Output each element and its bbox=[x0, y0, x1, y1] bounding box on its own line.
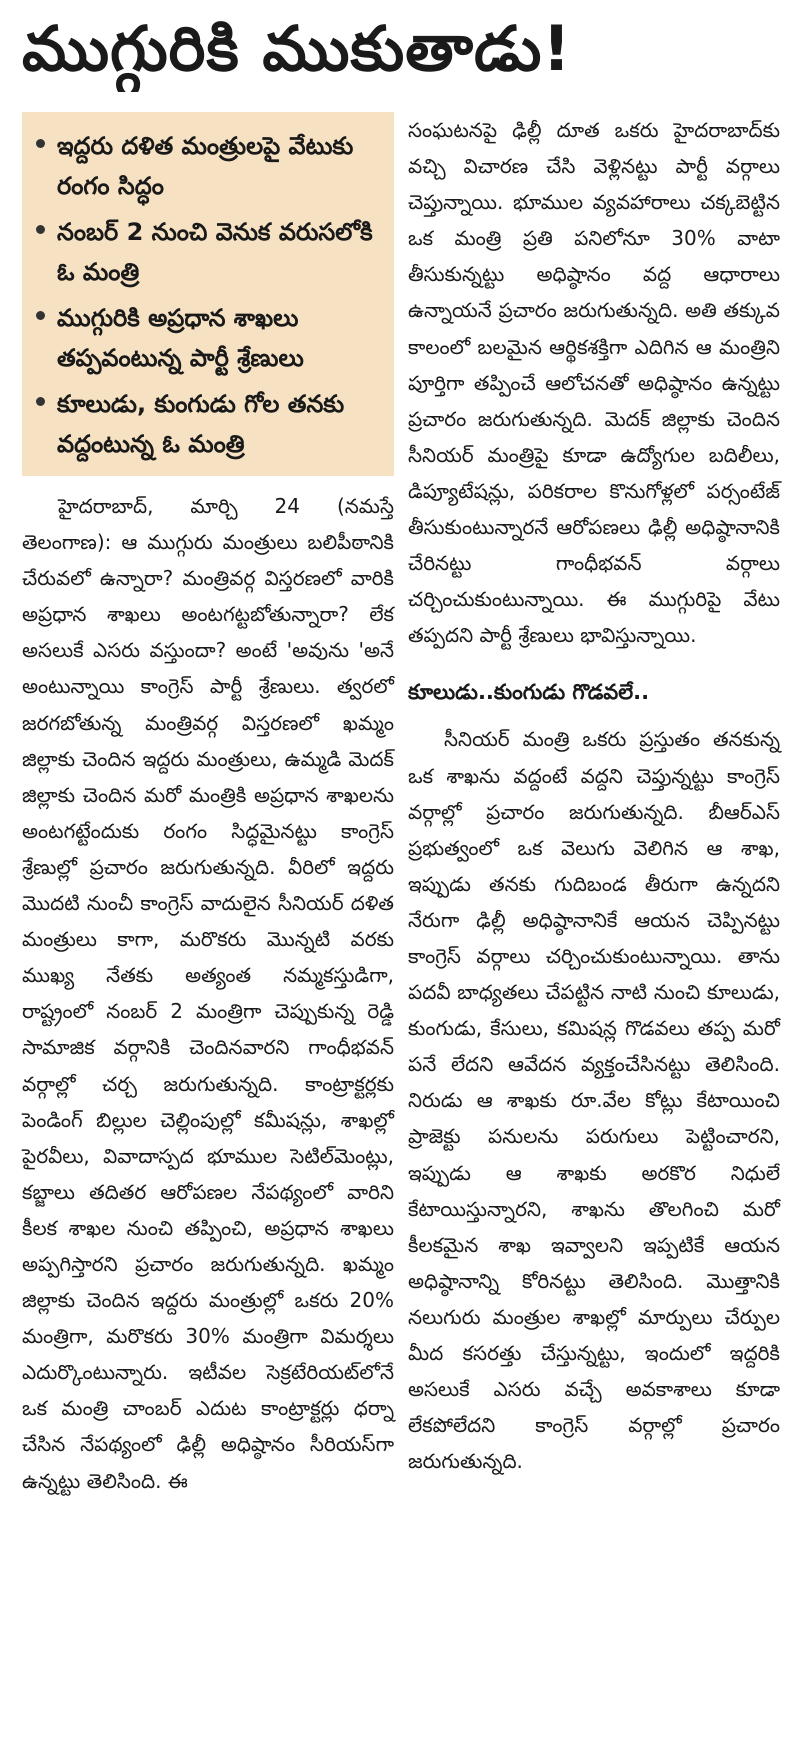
section-subheading: కూలుడు..కుంగుడు గొడవలే.. bbox=[408, 680, 650, 705]
summary-bullet bbox=[30, 384, 386, 464]
summary-point-3: ముగ్గురికి అప్రధాన శాఖలు తప్పవంటున్న పార్టీ శ్రేణులు bbox=[57, 304, 304, 372]
body-paragraph-1: హైదరాబాద్, మార్చి 24 (నమస్తే తెలంగాణ): ఆ ముగ్గురు మంత్రులు బలిపీఠానికి చేరువలో ఉన్నారా? మంత్రివర్గ విస్తరణలో వారికి అప్రధాన శాఖలు అంటగట్టబోతున్నారా? లేక అసలుకే ఎసరు వస్తుందా? అంటే 'అవును 'అనే అంటున్నాయి కాంగ్రెస్ పార్టీ శ్రేణులు. త్వరలో జరగబోతున్న మంత్రివర్గ విస్తరణలో ఖమ్మం జిల్లాకు చెందిన ఇద్దరు మంత్రులు, ఉమ్మడి మెదక్ జిల్లాకు చెందిన మరో మంత్రికి అప్రధాన శాఖలను అంటగట్టేందుకు రంగం సిద్ధమైనట్టు కాంగ్రెస్ శ్రేణుల్లో ప్రచారం జరుగుతున్నది. వీరిలో ఇద్దరు మొదటి నుంచీ కాంగ్రెస్ వాదులైన సీనియర్ దళిత మంత్రులు కాగా, మరొకరు మొన్నటి వరకు ముఖ్య నేతకు అత్యంత నమ్మకస్తుడిగా, రాష్ట్రంలో నంబర్ 2 మంత్రిగా చెప్పుకున్న రెడ్డి సామాజిక వర్గానికి చెందినవారని గాంధీభవన్ వర్గాల్లో చర్చ జరుగుతున్నది. కాంట్రాక్టర్లకు పెండింగ్ బిల్లుల చెల్లింపుల్లో కమీషన్లు, శాఖల్లో పైరవీలు, వివాదాస్పద భూముల సెటిల్‌మెంట్లు, కబ్జాలు తదితర ఆరోపణల నేపథ్యంలో వారిని కీలక శాఖల నుంచి తప్పించి, అప్రధాన శాఖలు అప్పగిస్తారని ప్రచారం జరుగుతున్నది. ఖమ్మం జిల్లాకు చెందిన ఇద్దరు మంత్రుల్లో ఒకరు 20% మంత్రిగా, మరొకరు 30% మంత్రిగా విమర్శలు ఎదుర్కొంటున్నారు. ఇటీవల సెక్రటేరియట్‌లోనే ఒక మంత్రి చాంబర్ ఎదుట కాంట్రాక్టర్లు ధర్నా చేసిన నేపథ్యంలో ఢిల్లీ అధిష్ఠానం సీరియస్‌గా ఉన్నట్టు తెలిసింది. ఈ bbox=[22, 494, 394, 1493]
summary-box bbox=[22, 112, 394, 476]
body-paragraph-2: సంఘటనపై ఢిల్లీ దూత ఒకరు హైదరాబాద్‌కు వచ్చి విచారణ చేసి వెళ్లినట్టు పార్టీ వర్గాలు చెప్తున్నాయి. భూముల వ్యవహారాలు చక్కబెట్టిన ఒక మంత్రి ప్రతి పనిలోనూ 30% వాటా తీసుకున్నట్టు అధిష్ఠానం వద్ద ఆధారాలు ఉన్నాయనే ప్రచారం జరుగుతున్నది. అతి తక్కువ కాలంలో బలమైన ఆర్థికశక్తిగా ఎదిగిన ఆ మంత్రిని పూర్తిగా తప్పించే ఆలోచనతో అధిష్ఠానం ఉన్నట్టు ప్రచారం జరుగుతున్నది. మెదక్ జిల్లాకు చెందిన సీనియర్ మంత్రిపై కూడా ఉద్యోగుల బదిలీలు, డిప్యూటేషన్లు, పరికరాల కొనుగోళ్లలో పర్సంటేజ్ తీసుకుంటున్నారనే ఆరోపణలు ఢిల్లీ అధిష్ఠానానికి చేరినట్టు గాంధీభవన్ వర్గాలు చర్చించుకుంటున్నాయి. ఈ ముగ్గురిపై వేటు తప్పదని పార్టీ శ్రేణులు భావిస్తున్నాయి. bbox=[408, 118, 780, 648]
summary-bullet bbox=[30, 298, 386, 378]
summary-point-2: నంబర్ 2 నుంచి వెనుక వరుసలోకి ఓ మంత్రి bbox=[57, 218, 373, 286]
headline: ముగ్గురికి ముకుతాడు! bbox=[22, 12, 572, 85]
summary-bullet bbox=[30, 126, 386, 206]
left-column bbox=[22, 112, 394, 1499]
bullet-dot-icon bbox=[36, 311, 45, 320]
right-column bbox=[408, 112, 780, 1479]
summary-point-4: కూలుడు, కుంగుడు గోల తనకు వద్దంటున్న ఓ మంత్రి bbox=[57, 390, 345, 458]
summary-point-1: ఇద్దరు దళిత మంత్రులపై వేటుకు రంగం సిద్ధం bbox=[57, 132, 354, 200]
bullet-dot-icon bbox=[36, 397, 45, 406]
body-paragraph-3: సీనియర్ మంత్రి ఒకరు ప్రస్తుతం తనకున్న ఒక శాఖను వద్దంటే వద్దని చెప్తున్నట్టు కాంగ్రెస్ వర్గాల్లో ప్రచారం జరుగుతున్నది. బీఆర్‌ఎస్ ప్రభుత్వంలో ఒక వెలుగు వెలిగిన ఆ శాఖ, ఇప్పుడు తనకు గుదిబండ తీరుగా ఉన్నదని నేరుగా ఢిల్లీ అధిష్ఠానానికే ఆయన చెప్పినట్టు కాంగ్రెస్ వర్గాలు చర్చించుకుంటున్నాయి. తాను పదవీ బాధ్యతలు చేపట్టిన నాటి నుంచి కూలుడు, కుంగుడు, కేసులు, కమిషన్ల గొడవలు తప్ప మరో పనే లేదని ఆవేదన వ్యక్తంచేసినట్టు తెలిసింది. నిరుడు ఆ శాఖకు రూ.వేల కోట్లు కేటాయించి ప్రాజెక్టు పనులను పరుగులు పెట్టించారని, ఇప్పుడు ఆ శాఖకు అరకొర నిధులే కేటాయిస్తున్నారని, శాఖను తొలగించి మరో కీలకమైన శాఖ ఇవ్వాలని ఇప్పటికే ఆయన అధిష్ఠానాన్ని కోరినట్టు తెలిసింది. మొత్తానికి నలుగురు మంత్రుల శాఖల్లో మార్పులు చేర్పుల మీద కసరత్తు చేస్తున్నట్టు, ఇందులో ఇద్దరికి అసలుకే ఎసరు వచ్చే అవకాశాలు కూడా లేకపోలేదని కాంగ్రెస్ వర్గాల్లో ప్రచారం జరుగుతున్నది. bbox=[408, 727, 780, 1474]
bullet-dot-icon bbox=[36, 225, 45, 234]
summary-bullet bbox=[30, 212, 386, 292]
bullet-dot-icon bbox=[36, 139, 45, 148]
